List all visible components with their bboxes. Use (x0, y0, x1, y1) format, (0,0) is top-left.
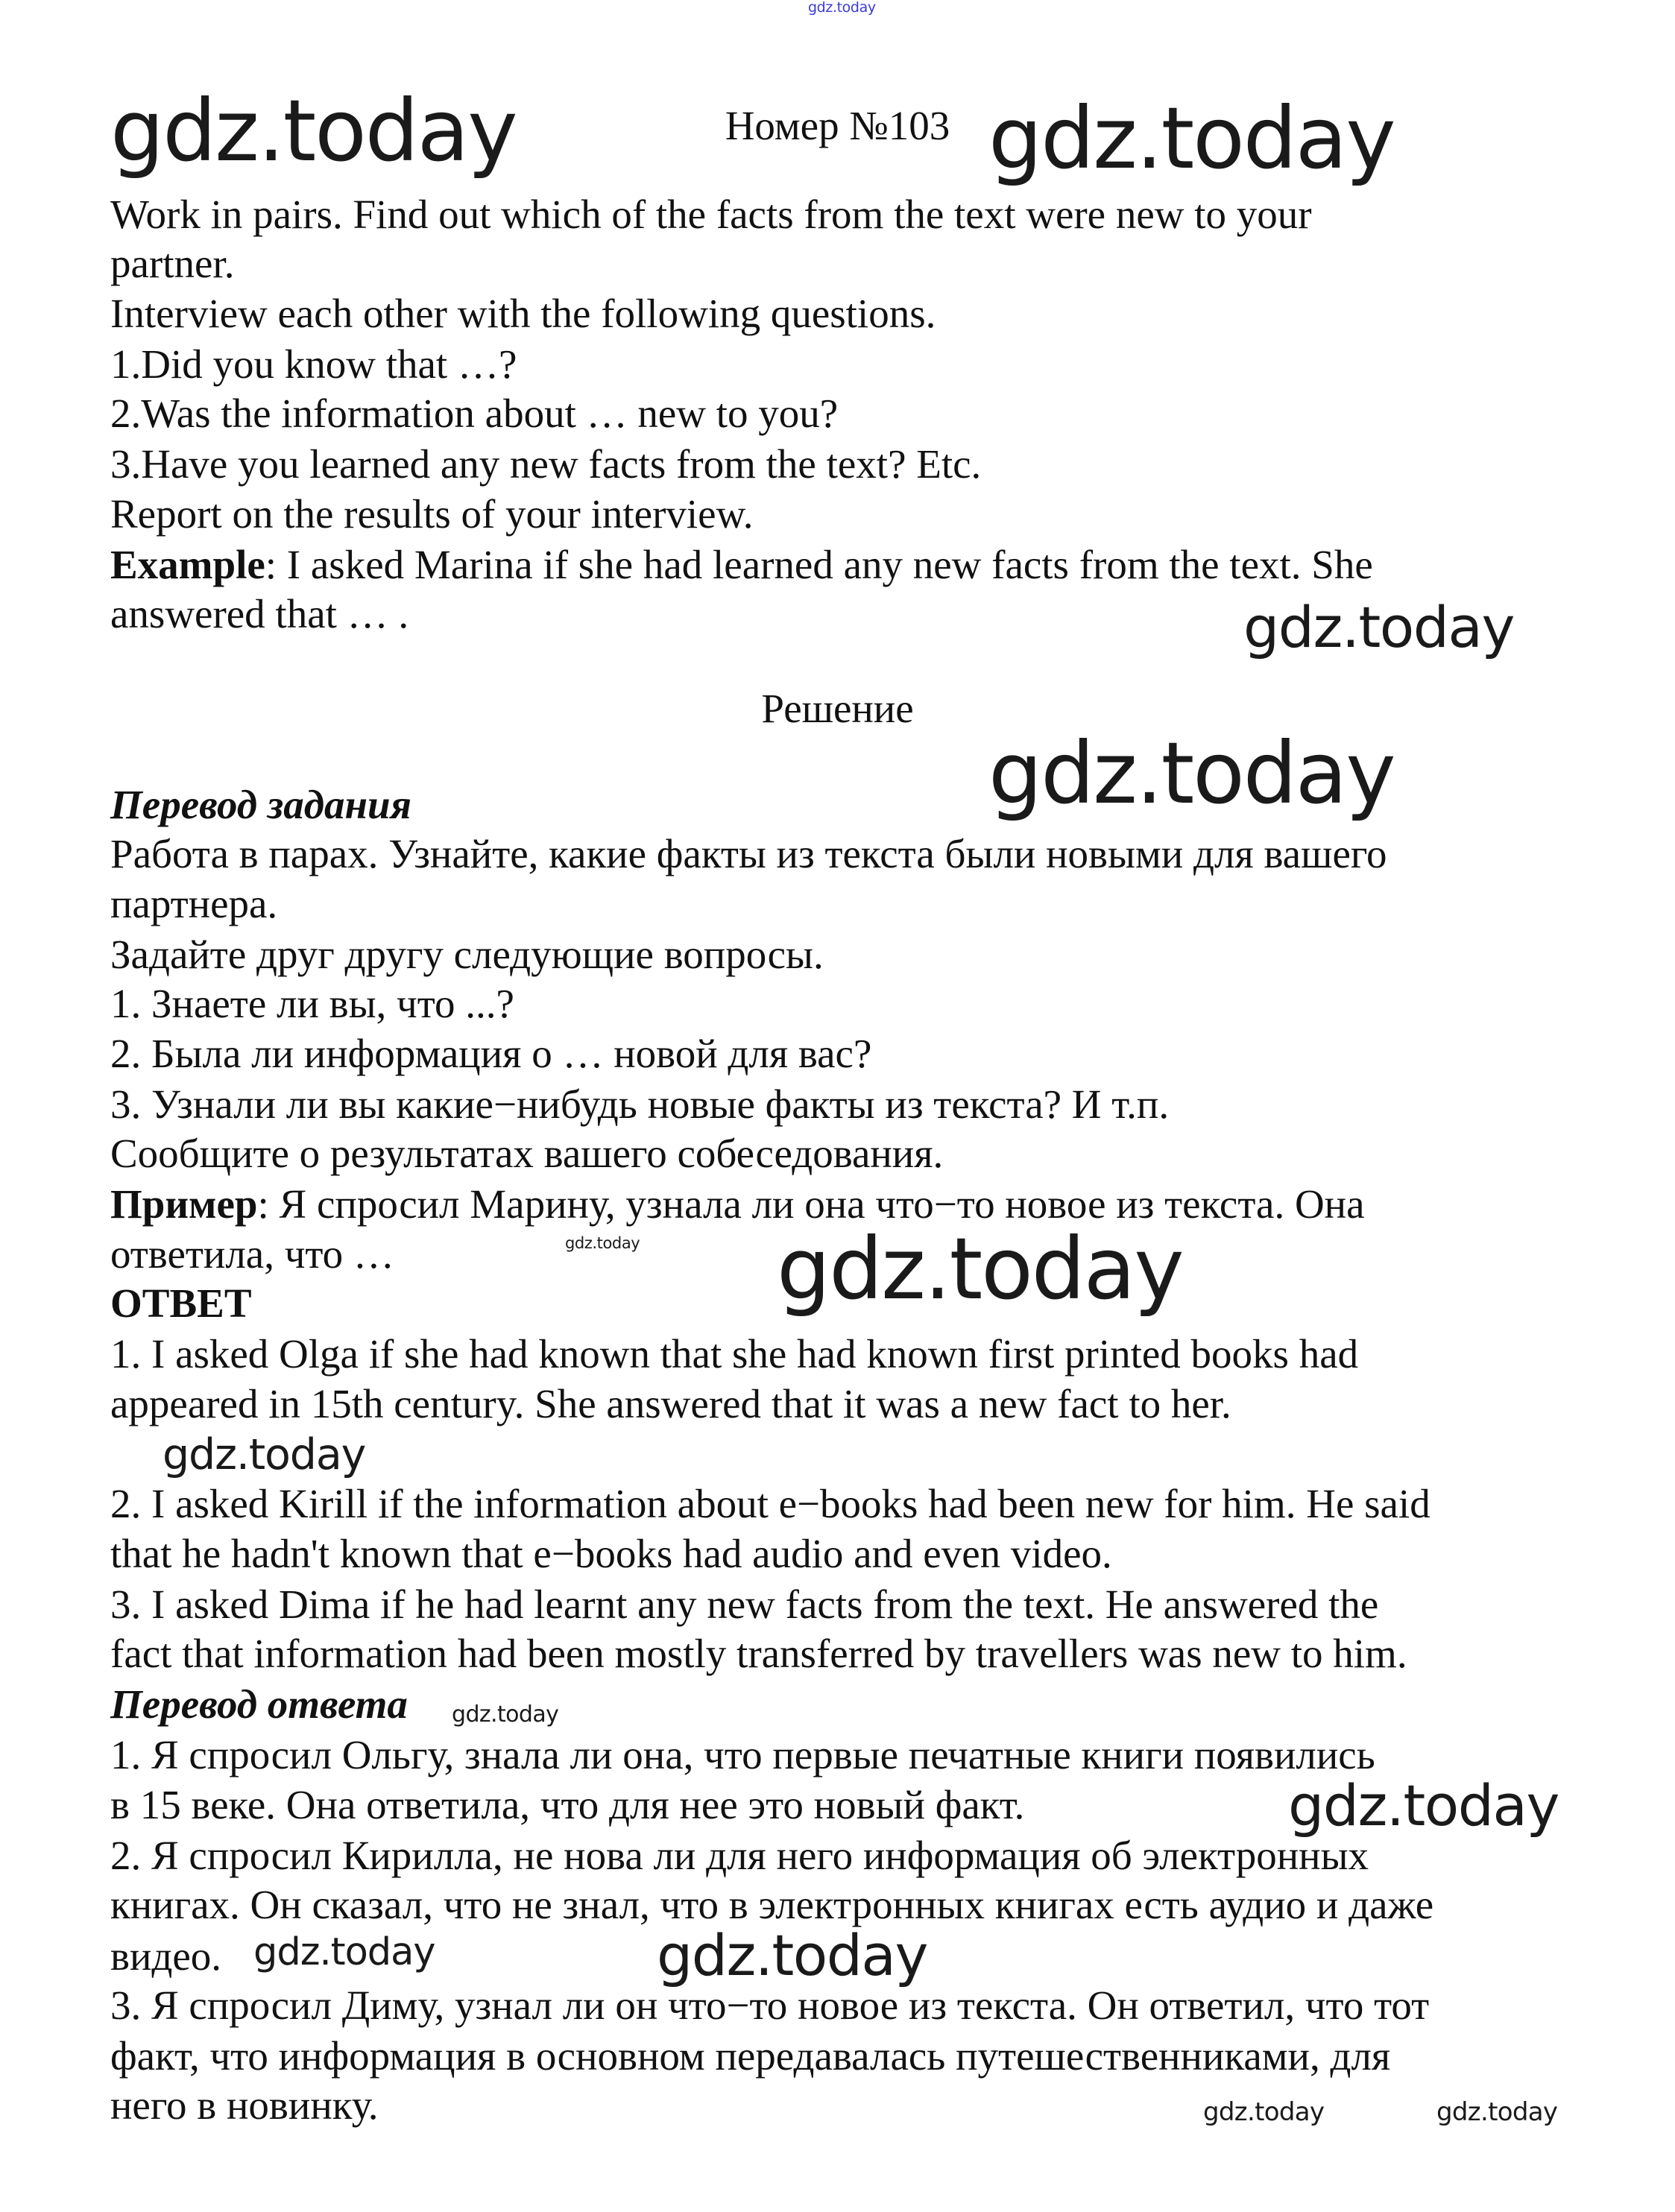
line-text: факт, что информация в основном передавалась путешественниками, для (110, 2033, 1391, 2079)
line-text: 3. Узнали ли вы какие−нибудь новые факты из текста? И т.п. (110, 1081, 1170, 1127)
line-text: Задайте друг другу следующие вопросы. (110, 932, 824, 978)
line-text: ответила, что … (110, 1230, 394, 1277)
task-line (110, 490, 754, 539)
bold-label: Example (110, 542, 265, 587)
line-text: Работа в парах. Узнайте, какие факты из текста были новыми для вашего (110, 831, 1387, 877)
watermark-text: gdz.today (808, 0, 876, 16)
section-heading: Перевод ответа (110, 1681, 408, 1728)
watermark-text: gdz.today (988, 89, 1395, 188)
task-line (110, 289, 936, 338)
line-text: 1. I asked Olga if she had known that she had known first printed books had (110, 1331, 1359, 1377)
line-text: Сообщите о результатах вашего собеседования. (110, 1131, 944, 1177)
line-text: видео. (110, 1933, 222, 1979)
answer-line (110, 1629, 1407, 1678)
answer-translation-line (110, 1831, 1369, 1880)
translation-line (110, 930, 824, 979)
watermark-text: gdz.today (777, 1219, 1183, 1318)
line-text: Interview each other with the following questions. (110, 290, 936, 336)
answer-translation-line (110, 2081, 378, 2130)
line-text: 3. I asked Dima if he had learnt any new facts from the text. He answered the (110, 1581, 1379, 1627)
line-text: appeared in 15th century. She answered that it was a new fact to her. (110, 1380, 1231, 1426)
answer-line (110, 1529, 1112, 1579)
bold-label: Пример (110, 1181, 258, 1227)
answer-translation-line (110, 1780, 1024, 1830)
watermark-text: gdz.today (565, 1234, 640, 1252)
answer-translation-line (110, 1731, 1375, 1780)
watermark-text: gdz.today (988, 724, 1395, 823)
task-line (110, 389, 838, 438)
watermark-text: gdz.today (1243, 594, 1514, 660)
translation-line (110, 1129, 943, 1178)
translation-line (110, 1029, 871, 1078)
watermark-text: gdz.today (1288, 1772, 1559, 1839)
watermark-text: gdz.today (110, 81, 517, 180)
answer-translation-line (110, 1932, 221, 1981)
line-text: 1. Знаете ли вы, что ...? (110, 981, 514, 1027)
answer-line (110, 1580, 1378, 1629)
page-title: Номер №103 (725, 102, 950, 148)
task-line (110, 440, 981, 489)
task-line (110, 540, 1373, 590)
line-text: fact that information had been mostly transferred by travellers was new to him. (110, 1631, 1407, 1677)
line-text: 2.Was the information about … new to you? (110, 391, 839, 437)
line-text: него в новинку. (110, 2082, 379, 2129)
task-line (110, 340, 517, 389)
line-text: Report on the results of your interview. (110, 490, 754, 537)
solution-title: Решение (761, 686, 914, 732)
answer-translation-line (110, 2032, 1390, 2081)
line-text: : Я спросил Марину, узнала ли она что−то новое из текста. Она (257, 1181, 1365, 1227)
answer-heading: ОТВЕТ (110, 1280, 252, 1327)
line-text: 3. Я спросил Диму, узнал ли он что−то новое из текста. Он ответил, что тот (110, 1982, 1430, 2028)
line-text: 1.Did you know that …? (110, 341, 517, 387)
line-text: в 15 веке. Она ответила, что для нее это новый факт. (110, 1781, 1025, 1827)
line-text: книгах. Он сказал, что не знал, что в электронных книгах есть аудио и даже (110, 1882, 1434, 1928)
line-text: answered that … . (110, 591, 409, 637)
line-text: 2. I asked Kirill if the information about e−books had been new for him. He said (110, 1481, 1430, 1527)
translation-line (110, 1080, 1169, 1129)
watermark-text: gdz.today (163, 1430, 366, 1479)
line-text: : I asked Marina if she had learned any new facts from the text. She (265, 542, 1373, 587)
answer-line (110, 1479, 1430, 1529)
line-text: Work in pairs. Find out which of the facts from the text were new to your (110, 192, 1312, 238)
line-text: 1. Я спросил Ольгу, знала ли она, что первые печатные книги появились (110, 1732, 1375, 1778)
task-line (110, 590, 409, 639)
task-line (110, 239, 234, 288)
watermark-text: gdz.today (452, 1701, 559, 1728)
watermark-text: gdz.today (1436, 2097, 1558, 2127)
translation-line (110, 979, 514, 1028)
line-text: 3.Have you learned any new facts from the text? Etc. (110, 441, 982, 487)
watermark-text: gdz.today (1203, 2097, 1325, 2127)
line-text: партнера. (110, 880, 278, 926)
watermark-text: gdz.today (253, 1930, 435, 1974)
task-line (110, 190, 1312, 239)
translation-line (110, 879, 277, 929)
translation-line (110, 829, 1387, 879)
section-heading: Перевод задания (110, 782, 411, 828)
watermark-text: gdz.today (657, 1922, 927, 1988)
line-text: that he hadn't known that e−books had audio and even video. (110, 1530, 1112, 1576)
answer-line (110, 1330, 1358, 1379)
line-text: partner. (110, 241, 235, 287)
line-text: 2. Я спросил Кирилла, не нова ли для него информация об электронных (110, 1833, 1369, 1879)
answer-line (110, 1380, 1231, 1429)
translation-line (110, 1230, 394, 1279)
line-text: 2. Была ли информация о … новой для вас? (110, 1030, 872, 1076)
